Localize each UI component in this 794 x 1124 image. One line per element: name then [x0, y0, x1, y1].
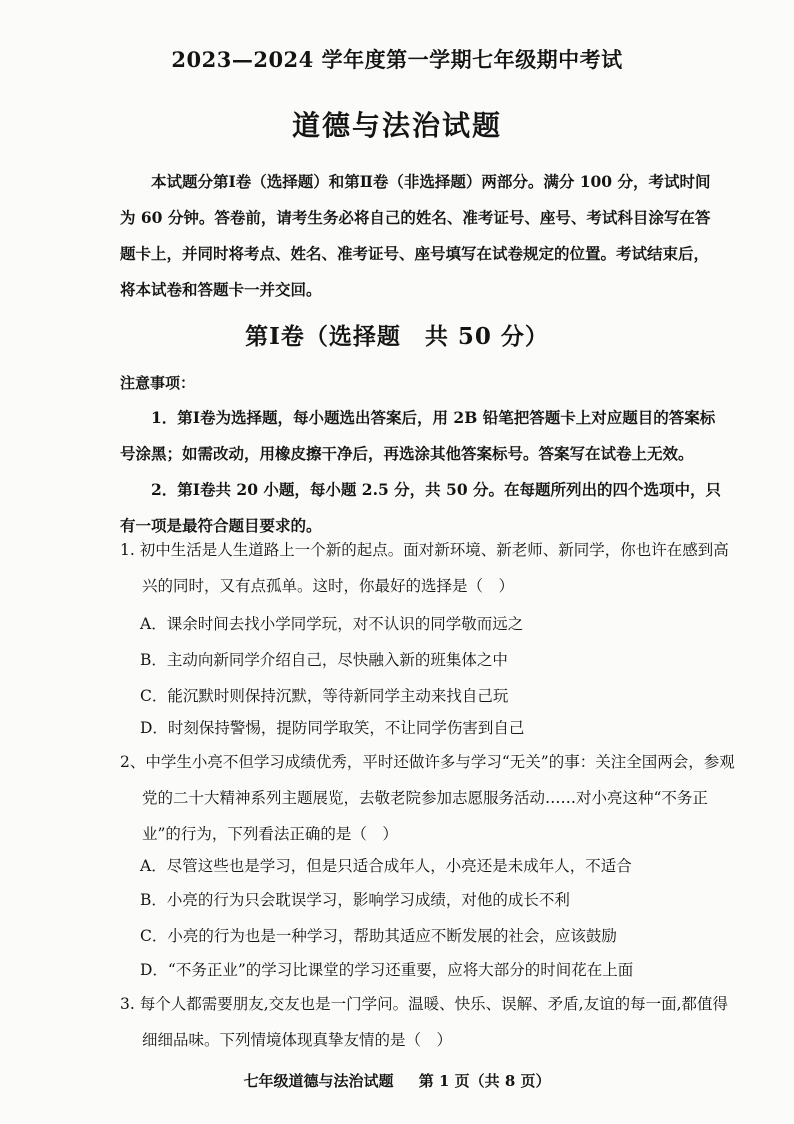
- page-footer: [0, 1070, 794, 1091]
- question-2: [120, 744, 742, 852]
- question-stem: 初中生活是人生道路上一个新的起点。面对新环境、新老师、新同学，你也许在感到高兴的同时，又有点孤单。这时，你最好的选择是（ ）: [139, 541, 729, 595]
- question-2-option-c: C．小亮的行为也是一种学习，帮助其适应不断发展的社会，应该鼓励: [140, 927, 617, 945]
- note-1: 1．第Ⅰ卷为选择题，每小题选出答案后，用 2B 铅笔把答题卡上对应题目的答案标号涂黑；如需改动，用橡皮擦干净后，再选涂其他答案标号。答案写在试卷上无效。: [120, 408, 716, 463]
- question-number: 3.: [120, 995, 135, 1013]
- question-1-option-d: D．时刻保持警惕，提防同学取笑，不让同学伤害到自己: [140, 719, 525, 737]
- question-1-option-b: B．主动向新同学介绍自己，尽快融入新的班集体之中: [140, 651, 508, 669]
- footer-subject: 七年级道德与法治试题: [243, 1072, 394, 1090]
- footer-page-number: 第 1 页（共 8 页）: [418, 1072, 551, 1090]
- question-3: [120, 986, 742, 1058]
- question-stem: 每个人都需要朋友,交友也是一门学问。温暖、快乐、误解、矛盾,友谊的每一面,都值得细细品味。下列情境体现真挚友情的是（ ）: [139, 995, 729, 1049]
- question-number: 1.: [120, 541, 135, 559]
- exam-title: 2023—2024 学年度第一学期七年级期中考试: [171, 47, 623, 72]
- question-stem: 中学生小亮不但学习成绩优秀，平时还做许多与学习“无关”的事：关注全国两会，参观党的二十大精神系列主题展览，去敬老院参加志愿服务活动……对小亮这种“不务正业”的行为，下列看法正确的是（ ）: [142, 753, 735, 843]
- section-title: 第Ⅰ卷（选择题 共 50 分）: [245, 323, 549, 350]
- subject-title: 道德与法治试题: [291, 109, 502, 142]
- question-1: [120, 532, 742, 604]
- question-1-option-c: C．能沉默时则保持沉默，等待新同学主动来找自己玩: [140, 687, 509, 705]
- question-number: 2、: [120, 753, 146, 771]
- note-2: 2．第Ⅰ卷共 20 小题，每小题 2.5 分，共 50 分。在每题所列出的四个选项中，只有一项是最符合题目要求的。: [120, 480, 722, 535]
- question-2-option-a: A．尽管这些也是学习，但是只适合成年人，小亮还是未成年人，不适合: [140, 857, 632, 875]
- question-2-option-d: D．“不务正业”的学习比课堂的学习还重要，应将大部分的时间花在上面: [140, 961, 634, 979]
- question-1-option-a: A．课余时间去找小学同学玩，对不认识的同学敬而远之: [140, 615, 524, 633]
- question-2-option-b: B．小亮的行为只会耽误学习，影响学习成绩，对他的成长不利: [140, 891, 570, 909]
- exam-instructions: 本试题分第Ⅰ卷（选择题）和第Ⅱ卷（非选择题）两部分。满分 100 分，考试时间为 60 分钟。答卷前，请考生务必将自己的姓名、准考证号、座号、考试科目涂写在答题卡上，并同时将考点、姓名、准考证号、座号填写在试卷规定的位置。考试结束后，将本试卷和答题卡一并交回。: [120, 172, 711, 299]
- notes-heading: 注意事项：: [120, 374, 196, 392]
